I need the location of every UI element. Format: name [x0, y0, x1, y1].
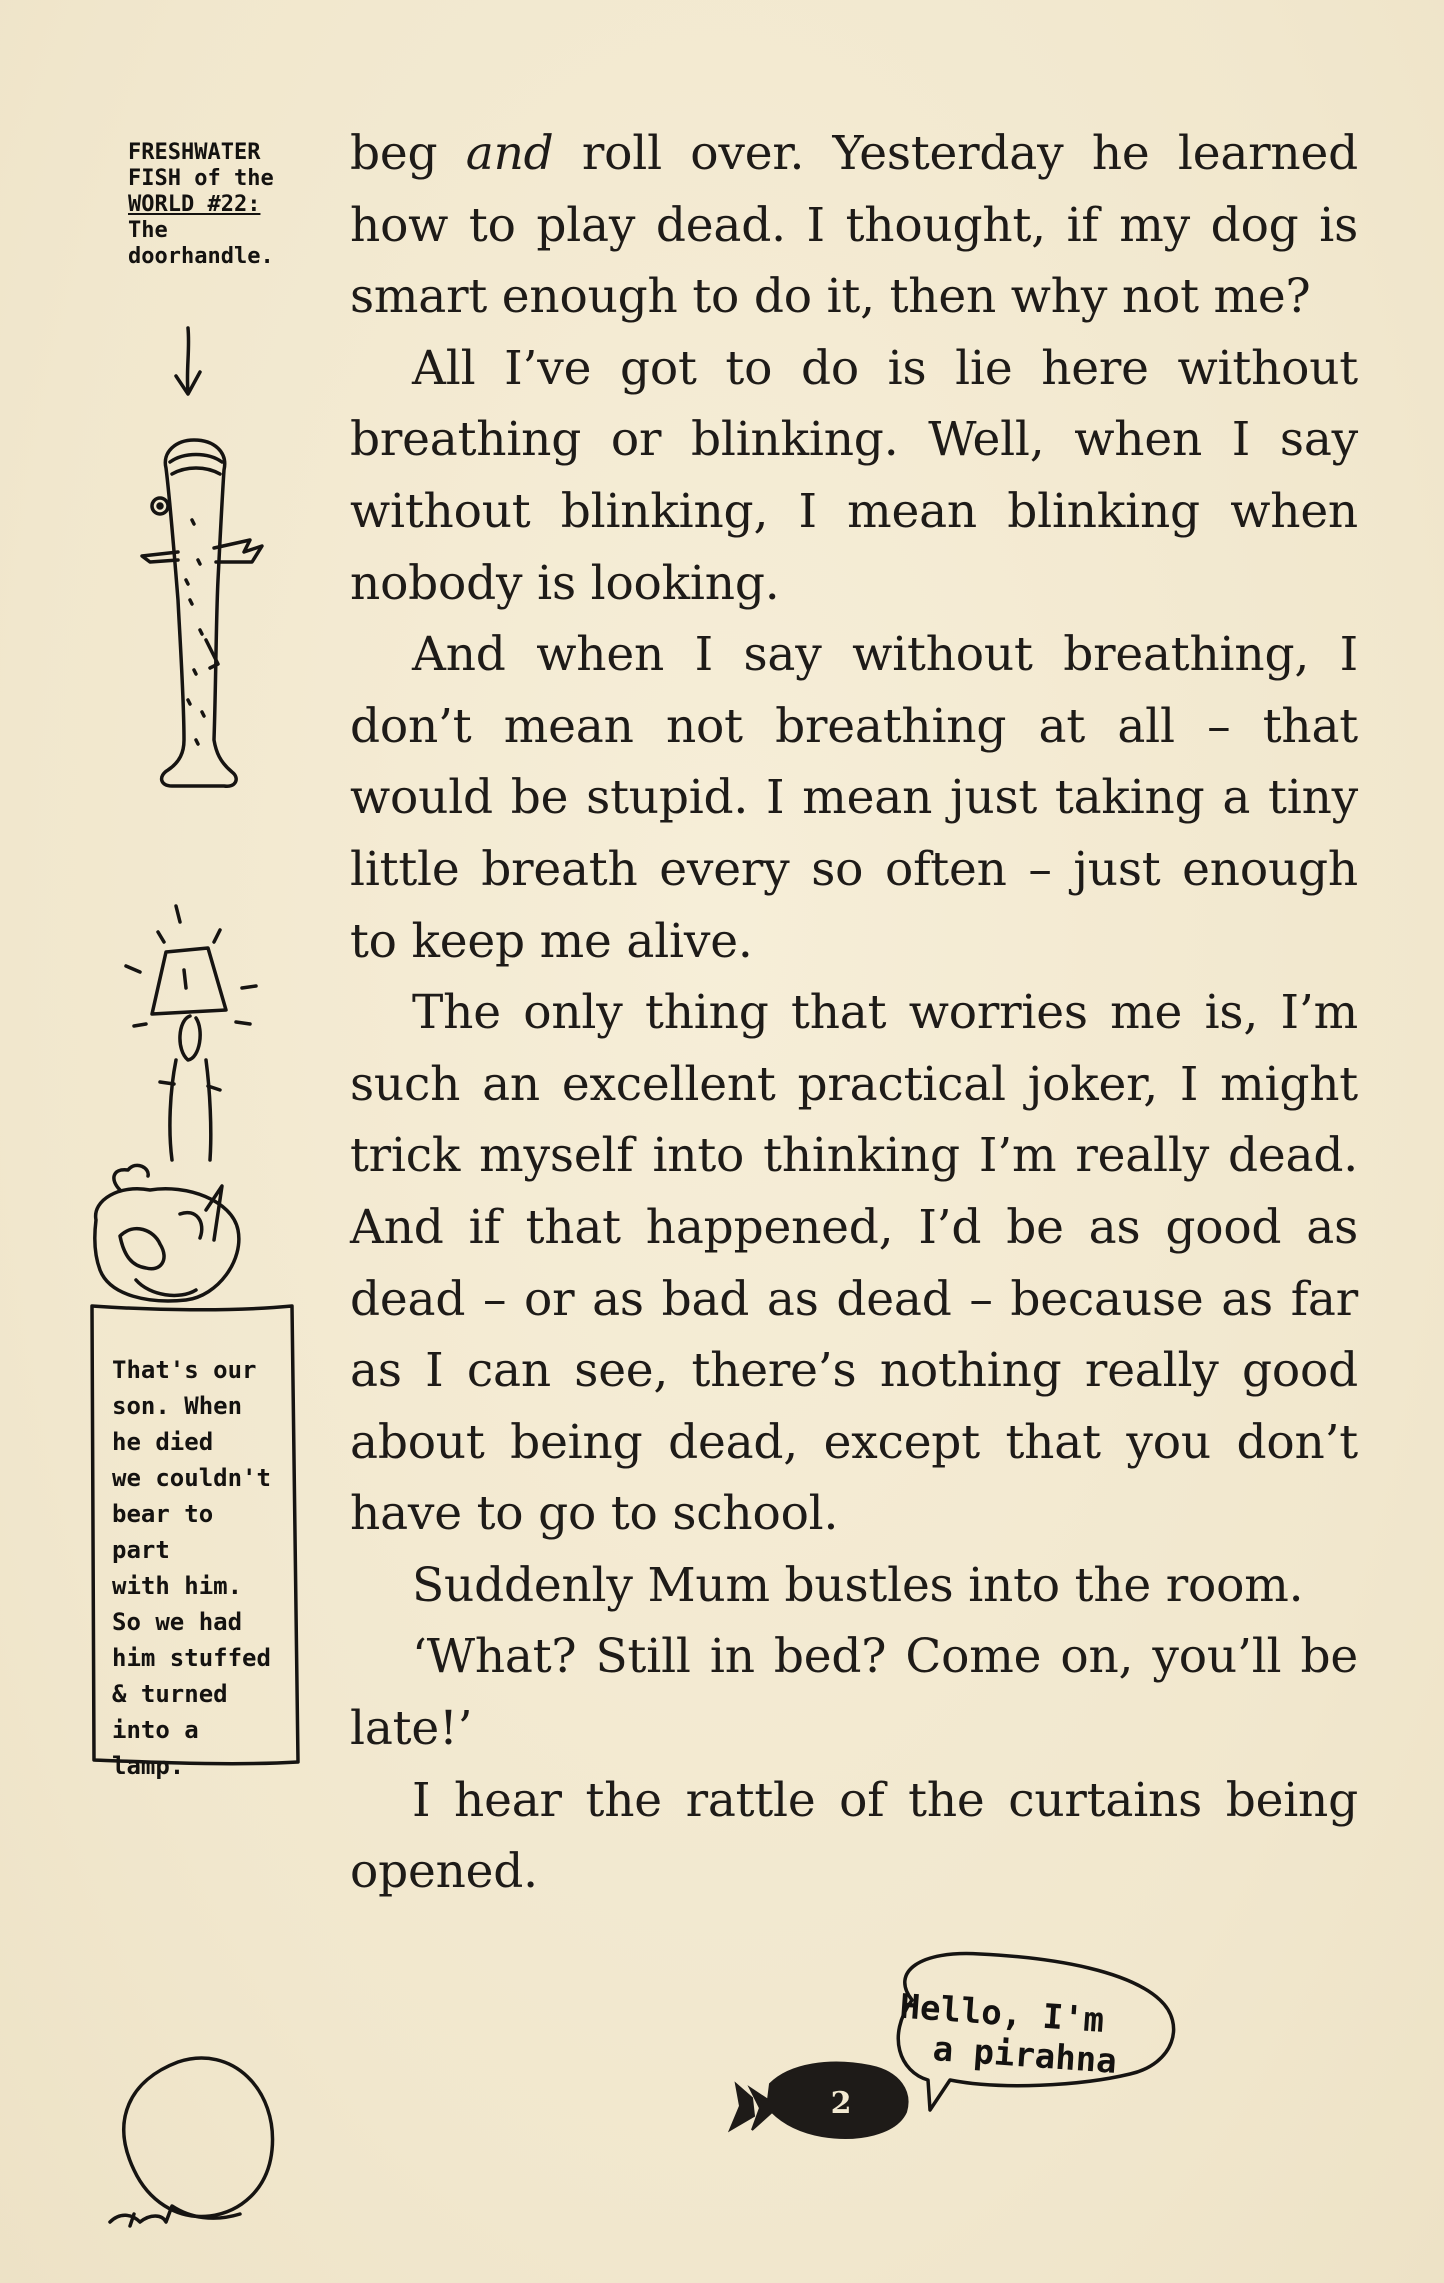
- lamp-caption: That's our son. When he died we couldn't bear to part with him. So we had him stuffed & turned into a lamp.: [112, 1356, 271, 1780]
- paragraph: The only thing that worries me is, I’m such an excellent practical joker, I might trick myself into thinking I’m really dead. And if that happened, I’d be as good as dead – or as bad as dead – because as far as I can see, there’s nothing really good about being dead, except that you don’t have to go to school.: [350, 985, 1358, 1542]
- round-creature-drawing: [110, 2058, 273, 2226]
- paragraph: ‘What? Still in bed? Come on, you’ll be late!’: [350, 1629, 1358, 1757]
- lamp-drawing: [92, 906, 298, 1764]
- speech-bubble-text: Hello, I'm a pirahna: [898, 1986, 1119, 2082]
- paragraph: beg and roll over. Yesterday he learned how to play dead. I thought, if my dog is smart enough to do it, then why not me?: [350, 126, 1358, 325]
- arrow-down-icon: [176, 328, 200, 394]
- piranha-fish-icon: [730, 2063, 908, 2138]
- paragraph: I hear the rattle of the curtains being opened.: [350, 1772, 1358, 1900]
- paragraph: Suddenly Mum bustles into the room.: [412, 1557, 1304, 1613]
- paragraph: All I’ve got to do is lie here without breathing or blinking. Well, when I say without blinking, I mean blinking when nobody is looking.: [350, 340, 1358, 611]
- fish-doorhandle-drawing: [142, 440, 262, 786]
- page-number: 2: [830, 2086, 852, 2121]
- fish-caption: FRESHWATER FISH of the WORLD #22: The doorhandle.: [128, 140, 274, 269]
- paragraph: And when I say without breathing, I don’t mean not breathing at all – that would be stupid. I mean just taking a tiny little breath every so often – just enough to keep me alive.: [350, 627, 1358, 969]
